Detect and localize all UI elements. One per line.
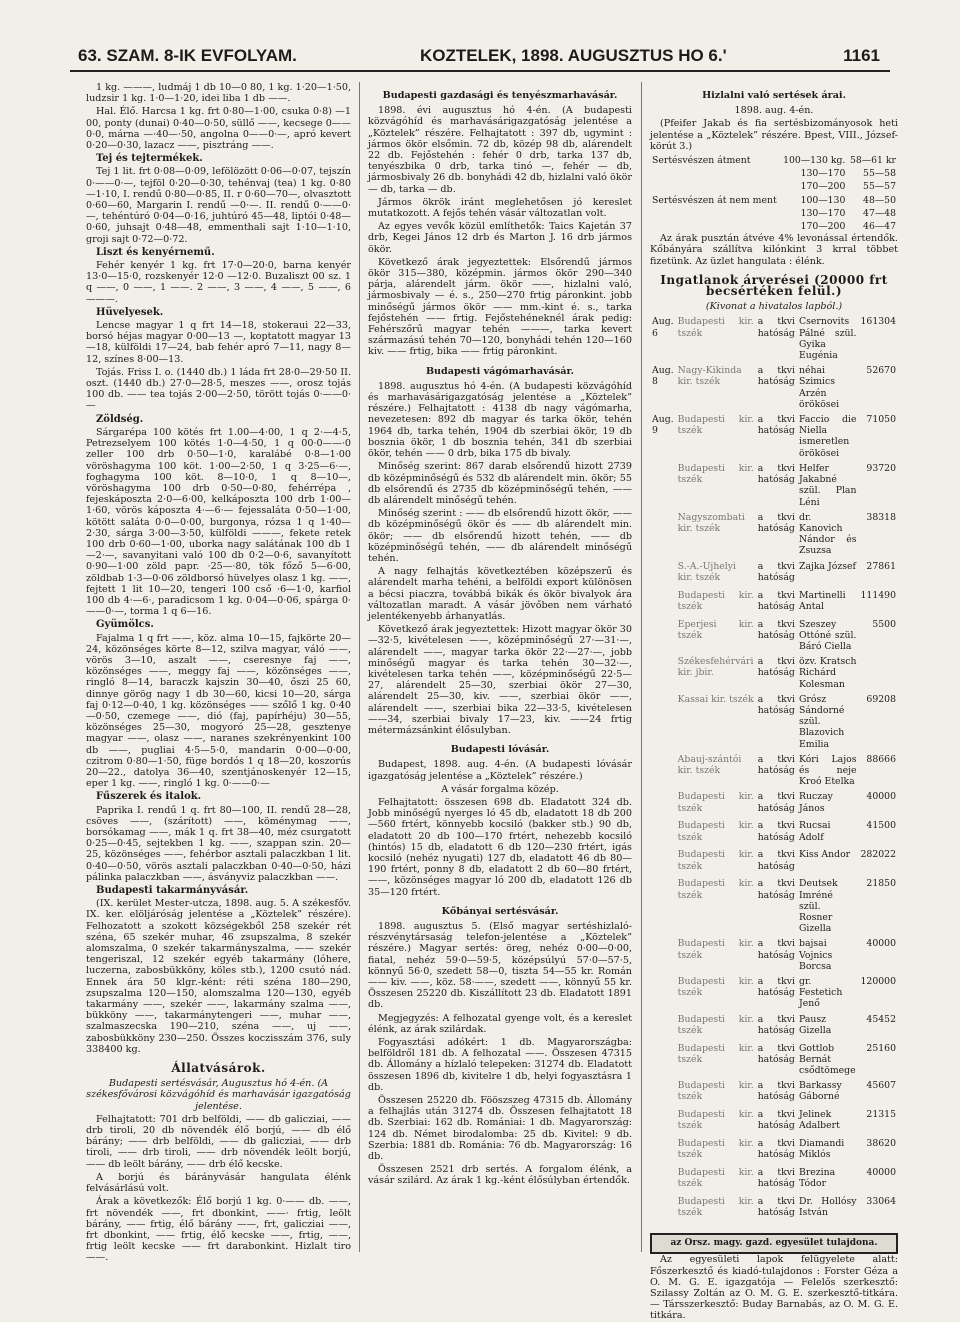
auction-cell-court: Budapesti kir. tszék [677,1138,754,1161]
auction-cell-court: Budapesti kir. tszék [677,316,754,339]
auction-cell-place: néhai Szimics Arzén örökösei [799,365,840,410]
price-cell-label [650,167,780,180]
auction-cell-type: a tkvi hatóság [757,938,795,961]
auction-cell-place: Gottlob Bernát csődtömege [799,1042,856,1076]
body-text: (Pfeifer Jakab és fia sertésbizományosok heti jelentése a „Köztelek” részére. Bpest, VIII., József-körút 3.) [650,118,898,152]
auction-cell-value: 21850 [866,878,896,890]
auction-cell-court: Budapesti kir. tszék [677,462,754,486]
auction-cell-date [650,1078,676,1107]
auction-cell-type: a tkvi hatóság [757,414,795,437]
auction-cell-place: Dr. Hollósy István [799,1196,857,1219]
auction-cell-court: Nagyszombati kir. tszék [677,511,745,534]
auction-cell-type: a tkvi hatóság [757,511,795,534]
auction-row [650,752,898,790]
body-text: Tojás. Friss I. o. (1440 db.) 1 láda frt 28·0—29·50 II. oszt. (1440 db.) 27·0—28·5, meszes ——, orosz tojás 100 db. —— tea tojás 2·00—2·50, törött tojás 0·——0·— [86,366,351,412]
body-text: Paprika I. rendű 1 q. frt 80—100, II. rendű 28—28, csöves ——, (szárított) ——, köménymag ——, borsókamag ——, mák 1 q. frt 38—40, méz csurgatott 0·25—0·45, sejtekben 1 kg. ——, szappan szin. 20—25, közönséges ——, fehérbor asztali palaczkban 1 lit. 0·40—0·50, vörös asztali palaczkban 0·40—0·50, házi pálinka palaczkban ——, ásványviz palaczkban ——. [86,804,351,883]
issue-label: 63. SZAM. 8-IK EVFOLYAM. [78,46,297,65]
auction-row [650,559,898,588]
auction-cell-value: 25160 [866,1042,896,1054]
auction-row [650,412,898,461]
body-text: Fajalma 1 q frt ——, köz. alma 10—15, fajkörte 20—24, közönséges körte 8—12, szilva magyar, váló ——, vörös 3—10, aszalt ——, cseresnye faj ——, közönséges ——, meggy faj ——, közönséges ——, ringló 8—14, baraczk kajszin 30—40, őszi 25 60, dinnye görög nagy 1 db 30—60, kicsi 10—20, sárga faj 0·12—0·40, 1 kg. közönséges —— szőlő 1 kg. 0·40—0·50, czemege ——, dió (faj, papírhéju) 30—55, közönséges 25—30, mogyoró 25—28, gesztenye magyar ——, olasz ——, naranes szekrényenkint 100 db ——, pugliai 4·5—5·0, mandarin 0·00—0·00, czitrom 0·80—1·50, füge bordós 1 q 18—20, koszorús 20—22., datolya 36—40, szentjánoskenyér 12—15, eper 1 kg. ——, ringló 1 kg. 0·——0·— [86,632,351,790]
auction-cell-date [650,510,676,559]
price-cell-price: 47—48 [863,207,896,219]
auction-cell-value: 93720 [866,462,896,474]
auction-cell-type: a tkvi hatóság [757,316,795,339]
auction-cell-court: Budapesti kir. tszék [677,589,754,612]
auction-cell-value: 38620 [866,1138,896,1150]
auction-cell-court: Budapesti kir. tszék [677,878,754,901]
auction-cell-date [650,974,676,1012]
auction-row [650,1165,898,1194]
body-text: A borjú és bárányvásár hangulata élénk felvásárlású volt. [86,1171,351,1195]
auction-cell-court: Budapesti kir. tszék [677,1109,754,1132]
auction-row [650,461,898,510]
auction-cell-court: Budapesti kir. tszék [677,1167,754,1190]
section-heading: Kőbányai sertésvásár. [441,905,559,917]
body-text: Sárgarépa 100 kötés frt 1.00—4·00, 1 q 2·—4·5, Petrezselyem 100 kötés 1·0—4·50, 1 q 00·0——·0 zeller 100 drb 0·50—1·0, karalábé 0·8—1·00 vöröshagyma 100 köt. 1·00—2·50, 1 q 3·25—6·—, foghagyma 100 köt. 8—10·0, 1 q 8—10—, vöröshagyma 100 drb 0·50—0·80, fehérrépa , fejeskáposzta 2·0—6·00, kelkáposzta 100 drb 1·00—1·60, vörös káposzta 4·—6·— fejessaláta 0·50—1·00, kötött saláta 0·0—0·00, burgonya, rózsa 1 q 1·40—2·30, sárga 3·00—3·50, külföldi ———, fekete retek 100 drb 0·60—1·00, uborka nagy salátának 100 db 1 —2·—, savanyitani való 100 db 0·2—0·6, savanyított 0·90—1·00 zöld papr. ·25—·80, tök főző 5—6·00, zöldbab 1·3—0·06 zöldborsó hüvelyes olasz 1 kg. ——, fejtett 1 lit 10—20, tengeri 100 cső ·6—1·0, karfiol 100 db 4·—6·, paradicsom 1 kg. 0·04—0·06, spárga 0·——0·—, torma 1 q 6—16. [86,426,351,618]
price-row [650,220,898,233]
auction-cell-value: 161304 [860,316,896,328]
auction-cell-value: 38318 [866,511,896,523]
section-heading: Gyümölcs. [96,619,154,631]
auction-cell-place: bajsai Vojnics Borcsa [799,938,833,972]
body-text: A nagy felhajtás következtében középszerű és alárendelt marha tehéni, a belföldi export különösen a bécsi piaczra, továbbá bikák és ökör bivalyok ára változatlan maradt. A vásár jövőben nem várható jelentékenyebb árhanyatlás. [368,566,632,622]
imprint-text: Az egyesületi lapok felügyelete alatt: Főszerkesztő és kiadó-tulajdonos : Forster Géza a O. M. G. E. igazgatója — Felelős szerkesztő: Szilassy Zoltán az O. M. G. E. szerkesztő-titkára. — Társszerkesztő: Buday Barnabás, az O. M. G. E. titkára. [650,1254,898,1322]
auction-row [650,1041,898,1079]
auction-cell-value: 71050 [866,414,896,426]
auction-row [650,974,898,1012]
section-heading: Budapesti takarmányvásár. [96,885,249,897]
auction-cell-place: Szeszey Ottóné szül. Báró Ciella [799,618,857,652]
auction-cell-type: a tkvi hatóság [757,975,795,999]
section-heading: Fűszerek és italok. [96,791,202,803]
price-cell-range: 100—130 kg. [783,155,846,167]
body-text: Jármos ökrök iránt meglehetősen jó kereslet mutatkozott. A fejős tehén vásár változatlan volt. [368,196,632,220]
auction-row [650,847,898,876]
auction-cell-value: 27861 [866,560,896,572]
auction-cell-type: a tkvi hatóság [757,820,795,843]
auction-cell-value: 120000 [860,975,896,987]
auction-cell-date [650,559,676,588]
body-text: Megjegyzés: A felhozatal gyenge volt, és a kereslet élénk, az árak szilárdak. [368,1012,632,1035]
auction-cell-place: gr. Festetich Jenő [799,975,843,1010]
auction-row [650,617,898,655]
auction-cell-place: Zajka József [799,560,856,572]
section-heading: Budapesti lóvásár. [450,744,550,756]
auction-cell-value: 45607 [866,1080,896,1092]
auction-cell-value: 41500 [866,820,896,832]
auction-cell-value: 40000 [866,1167,896,1179]
auction-cell-place: Ruczay János [799,791,833,814]
price-cell-price: 48—50 [863,194,896,206]
body-text: Tej 1 lit. frt 0·08—0·09, lefölözött 0·06—0·07, tejszín 0·——0·—, tejföl 0·20—0·30, tehénvaj (tea) 1 kg. 0·80—1·10, I. rendű 0·80—0·85, II. r 0·60—70—, olvasztott 0·60—60, Margarin I. rendű —0·—. II. rendű 0·——0·—, tehéntúró 0·04—0·16, juhtúró 45—48, liptói 0·48—0·60, juhsajt 0·48—48, emmenthali sajt 1·10—1·10, groji sajt 0·72—0·72. [86,166,351,245]
auction-cell-type: a tkvi hatóság [757,462,795,486]
auction-cell-place: Grósz Sándorné szül. Blazovich Emilia [799,693,845,750]
price-cell-label [650,180,780,193]
auction-cell-value: 40000 [866,938,896,950]
auction-row [650,588,898,617]
auction-cell-date [650,1012,676,1041]
publication-date: KOZTELEK, 1898. AUGUSZTUS HO 6.' [420,46,727,65]
auction-cell-type: a tkvi hatóság [757,753,795,776]
auction-cell-type: a tkvi hatóság [757,1042,795,1065]
section-heading: Állatvásárok. [171,1061,266,1076]
auction-row [650,818,898,847]
auction-cell-place: Kóri Lajos és neje Kroó Etelka [799,753,857,788]
auction-cell-date: Aug. 9 [652,414,674,437]
auction-cell-value: 33064 [866,1196,896,1208]
body-text: 1898. évi augusztus hó 4-én. (A budapesti közvágóhíd és marhavásárigazgatóság jelentése a „Köztelek” részére. Felhajtatott : 397 db, ugymint : jármos ökör elsőmin. 72 db, közép 98 db, alárendelt 22 db. Fejőstehén : fehér 0 drb, tarka 137 db, tenyészbika 0 drb, tarka tinó —, fehér — db, jármosbivaly 26 db. bonyhádi 42 db, hizlalni való ökör — db, tarka — db. [368,105,632,195]
auction-cell-court: Eperjesi kir. tszék [677,618,754,641]
auction-cell-place: Faccio die Niella ismeretlen örökösei [799,414,857,459]
price-cell-range: 170—200 [800,181,846,193]
auction-cell-place: Barkassy Gáborné [799,1080,842,1103]
body-text: Minőség szerint: 867 darab elsőrendű hizott 2739 db középminőségű és 532 db alárendelt min. ökör; 55 db elsőrendű és 2735 db középminőségű tehén, —— db alárendelt minőségű tehén. [368,461,632,506]
auction-cell-type: a tkvi hatóság [757,1196,795,1219]
auction-row [650,1136,898,1165]
price-cell-price: 46—47 [863,221,896,233]
column-middle [368,82,632,1252]
auction-cell-date [650,752,676,790]
auction-cell-court: Budapesti kir. tszék [677,820,754,843]
price-cell-label [650,207,780,220]
auction-cell-type: a tkvi hatóság [757,849,795,872]
section-date: 1898. aug. 4-én. [734,105,814,117]
auction-row [650,314,898,363]
auction-row [650,654,898,692]
auction-row [650,363,898,412]
auction-cell-court: Budapesti kir. tszék [677,791,754,814]
body-text: Minőség szerint : —— db elsőrendű hizott ökör, —— db középminőségű ökör és —— db alárendelt min. ökör; —— db elsőrendű hizott tehén, —— db középminőségű tehén, —— db alárendelt minőségű tehén. [368,508,632,564]
auction-cell-court: Budapesti kir. tszék [677,1013,754,1036]
auction-cell-type: a tkvi hatóság [757,1109,795,1132]
auction-cell-date: Aug. 6 [652,316,674,339]
auction-cell-value: 69208 [866,693,896,705]
auction-cell-date [650,1107,676,1136]
column-divider [359,82,360,1252]
price-cell-range: 130—170 [800,168,846,180]
auction-cell-type: a tkvi hatóság [757,878,795,901]
body-text: Következő árak jegyeztettek: Hizott magyar ökör 30—32·5, kivételesen ——, középminőségű 27·—31·—, alárendelt ——, magyar tarka ökör 22·—27·—, jobb minőségű magyar és tarka tehén 30—32·—, kivételesen tarka tehén ——, középminőségű 22·5—27, alárendelt 25—30, szerbiai ökör 27—30, alárendelt 25—30, kiv. ——, szerbiai ökör ——, alárendelt ——, szerbiai bika 22—33·5, kivételesen ——34, szerbiai bivaly 17—23, kiv. ——24 frtig métermázsánkint élősulyban. [368,624,632,736]
auction-cell-court: Székesfehérvári kir. jbir. [677,656,754,679]
body-text: Felhajtatott: összesen 698 db. Eladatott 324 db. Jobb minőségű nyerges ló 45 db, eladatott 18 db 200—560 frtért, könnyebb kocsiló (bakker stb.) 90 db, eladatott 20 db 100—170 frtért, nehezebb kocsiló (hintós) 15 db, eladatott 6 db 120—230 frtért, igás kocsiló (nehéz nyugati) 127 db, eladatott 46 db 80—190 frtért, ponny 8 db, eladatott 2 db 60—80 frtért, ——, közönséges magyar ló 200 db, eladatott 126 db 35—120 frtért. [368,796,632,898]
auction-cell-court: S.-A.-Ujhelyi kir. tszék [677,560,737,583]
auction-cell-type: a tkvi hatóság [757,589,795,612]
price-cell-price: 58—61 kr [850,155,896,167]
price-cell-price: 55—58 [863,168,896,180]
price-cell-range: 170—200 [800,221,846,233]
body-text: Összesen 25220 db. Fööszszeg 47315 db. Állomány a felhajlás után 31274 db. Összesen felhajtatott 18 db. Szerbiai: 162 db. Romániai: 1 db. Magyarország: 124 db. Német birodalomba: 25 db. Kivitel: 9 db. Szerbia: 1881 db. Románia: 76 db. Magyarország: 16 db. [368,1095,632,1163]
price-table [650,154,898,233]
price-cell-label: Sertésvészen át nem ment [652,194,777,206]
auction-cell-court: Budapesti kir. tszék [677,938,754,961]
auction-cell-date [650,692,676,752]
auction-cell-date [650,1194,676,1223]
auction-cell-place: Diamandi Miklós [799,1138,845,1161]
auction-row [650,876,898,936]
auction-cell-value: 40000 [866,791,896,803]
auction-cell-court: Kassai kir. tszék [677,693,754,705]
auction-cell-date [650,847,676,876]
auction-cell-place: Deutsek Imréné szül. Rosner Gizella [799,878,838,935]
auction-table [650,314,898,1223]
footer-banner: az Orsz. magy. gazd. egyesület tulajdona. [650,1233,898,1254]
auction-cell-date [650,818,676,847]
price-cell-price: 55—57 [863,181,896,193]
body-text: Az árak pusztán átvéve 4% levonással értendők. Kőbányára szállítva kilónkint 3 krral többet fizetünk. Az üzlet hangulata : élénk. [650,233,898,267]
auction-cell-date [650,789,676,818]
auction-cell-court: Nagy-Kikinda kir. tszék [677,365,742,388]
section-heading: Budapesti vágómarhavásár. [425,365,575,377]
auction-cell-court: Budapesti kir. tszék [677,414,754,437]
intro-text: Hal. Élő. Harcsa 1 kg. frt 0·80—1·00, csuka 0·8) —1 00, ponty (dunai) 0·40—0·50, süllő ——, kecsege 0——0·0, márna —·40—·50, angolna 0——0·—, apró kevert 0·20—0·30, lazacz ——, pisztráng ——. [86,106,351,152]
auction-cell-date [650,936,676,974]
auction-cell-date [650,588,676,617]
auction-cell-type: a tkvi hatóság [757,365,795,388]
section-heading: Ingatlanok árverései (20000 frt becsértéken felül.) [660,272,888,299]
auction-cell-place: Rucsai Adolf [799,820,831,843]
price-cell-range: 130—170 [800,207,846,219]
body-text: A vásár forgalma közép. [441,783,559,795]
price-row [650,207,898,220]
auction-cell-value: 45452 [866,1013,896,1025]
auction-cell-value: 88666 [866,753,896,765]
section-subheading: (Kivonat a hivatalos lapból.) [705,301,843,313]
auction-row [650,1078,898,1107]
auction-cell-value: 282022 [860,849,896,861]
price-cell-label [650,220,780,233]
auction-cell-type: a tkvi hatóság [757,656,795,679]
body-text: Árak a következők: Élő borjú 1 kg. 0·—— db. ——, frt növendék ——, frt dbonkint, ——· frtig, leölt bárány, —— frtig, élő bárány ——, frt, galicziai ——, frt dbonkint, —— frtig, élő kecske ——, frtig, ——, frtig leölt kecske —— frt darabonkint. Hizlalt tiro ——. [86,1196,351,1264]
body-text: (IX. kerület Mester-utcza, 1898. aug. 5. A székesfőv. IX. ker. elöljáróság jelentése a „Köztelek” részére). Felhozatott a szokott községekből 258 szekér rét széna, 65 szekér muhar, 46 zsupszalma, 8 szekér alomszalma, 0 szekér takarmányszalma, —— szekér tengeriszal, 12 szekér egyéb takarmány (lóhere, luczerna, zabosbükköny, köles stb.), 1200 csutó nád. Ennek ára 50 klgr.-ként: réti széna 180—290, zsupszalma 120—150, alomszalma 120—130, egyéb takarmány ——, szekér ——, lakarmány szalma ——, bükköny ——, takarmánytengeri ——, muhar ——, szalmaszecska 190—210, széna ——, uj ——, zabosbükköny 230—250. Összes koczisszám 376, suly 338400 kg. [86,898,351,1055]
auction-cell-date [650,654,676,692]
auction-cell-date [650,876,676,936]
page-number: 1161 [843,46,880,65]
page-header [70,38,890,72]
column-divider [641,82,642,1252]
body-text: 1898. augusztus 5. (Első magyar sertéshizlaló-részvénytársaság telefon-jelentése a „Köztelek” részére.) Magyar sertés: öreg, nehéz 0·00—0·00, fiatal, nehéz 59·0—59·5, középsúlyú 57·0—57·5, könnyű 56·0, szedett 58—0, tiszta 54—55 kr. Román —— kiv. ——, köz. 58·——, szedett ——, könnyű 55 kr. Összesen 25220 db. Kiszállított 23 db. Eladatott 1891 db. [368,921,632,1011]
section-heading: Liszt és kenyérnemű. [96,246,215,258]
auction-cell-value: 111490 [860,589,896,601]
auction-cell-place: Brezina Tódor [799,1167,836,1190]
auction-row [650,692,898,752]
auction-row [650,1012,898,1041]
auction-cell-type: a tkvi hatóság [757,1138,795,1161]
auction-cell-type: a tkvi hatóság [757,1013,795,1036]
auction-cell-value: 21315 [866,1109,896,1121]
body-text: Következő árak jegyeztettek: Elsőrendű jármos ökör 315—380, középmin. jármos ökör 290—340 párja, alárendelt járm. ökör ——, hizlalni való, jármosbivaly — é. s., 250—270 frtig páronkint. jobb minőségű jármos ökör —— mm.-kint é. s., tarka fejőstehén —— frtig. Fejőstehéneknél árak pedig: Fehérszőrű magyar tehén ———, tarka kevert származású tehén 70—120, bonyhádi tehén 120—160 kiv. —— frtig, bika —— frtig páronkint. [368,256,632,358]
auction-cell-value: 52670 [866,365,896,377]
body-text: Fogyasztási adókért: 1 db. Magyarországba: belföldről 181 db. A felhozatal ——. Összesen 47315 db. Állomány a hízlaló telepeken: 31274 db. Eladatott összesen 1896 db, kivitelre 1 db, helyi fogyasztásra 1 db. [368,1037,632,1093]
section-heading: Hizlalni való sertések árai. [702,90,846,101]
auction-cell-court: Budapesti kir. tszék [677,1042,754,1065]
auction-cell-date [650,461,676,510]
auction-cell-place: Helfer Jakabné szül. Plan Léni [799,462,857,508]
auction-cell-type: a tkvi hatóság [757,1167,795,1190]
auction-cell-type: a tkvi hatóság [757,791,795,814]
auction-cell-place: Csernovits Pálné szül. Gyika Eugénia [799,316,857,362]
section-heading: Tej és tejtermékek. [96,153,203,165]
auction-cell-court: Budapesti kir. tszék [677,975,754,999]
price-row [650,167,898,180]
price-row [650,194,898,207]
auction-row [650,936,898,974]
auction-cell-type: a tkvi hatóság [757,618,795,641]
auction-cell-value [858,654,898,692]
body-text: Lencse magyar 1 q frt 14—18, stokeraui 22—33, borsó héjas magyar 0·00—13 —, koptatott magyar 13—18, külföldi 17—24, bab fehér apró 7—11, nagy 8—12, színes 8·00—13. [86,320,351,365]
body-text: Fehér kenyér 1 kg. frt 17·0—20·0, barna kenyér 13·0—15·0, rozskenyér 12·0 —12·0. Buzaliszt 00 sz. 1 q ——, 0 ——, 1 ——. 2 ——, 3 ——, 4 ——, 5 ——, 6 ———. [86,260,351,305]
body-text: Budapest, 1898. aug. 4-én. (A budapesti lóvásár igazgatóság jelentése a „Köztelek” részére.) [368,759,632,782]
auction-cell-court: Budapesti kir. tszék [677,1080,754,1103]
body-text: 1898. augusztus hó 4-én. (A budapesti közvágóhíd és marhavásárigazgatóság jelentése a „Köztelek” részére.) Felhajtatott : 4138 db nagy vágómarha, nevezetesen: 892 db magyar és tarka ökör, tehén 1964 db, tarka tehén, 1904 db szerbiai ökör, 19 db bosznia ökör, 1 db bosznia tehén, 341 db szerbiai ökör, tehén —— 0 drb, bika 175 db bivaly. [368,380,632,460]
auction-cell-court: Abauj-szántói kir. tszék [677,753,742,776]
price-cell-label: Sertésvészen átment [652,155,751,167]
auction-cell-type: a tkvi hatóság [757,1080,795,1103]
section-heading: Budapesti gazdasági és tenyészmarhavásár. [382,90,618,101]
auction-row [650,789,898,818]
section-heading: Zöldség. [96,413,144,425]
price-row [650,180,898,193]
auction-cell-place: Kiss Andor [799,849,851,861]
auction-cell-date [650,1041,676,1079]
auction-row [650,510,898,559]
section-subheading: Budapesti sertésvásár, Augusztus hó 4-én. (A székesfővárosi közvágóhíd és marhavásár igazgatóság jelentése. [86,1078,351,1112]
price-cell-range: 100—130 [800,194,846,206]
auction-cell-date [650,1165,676,1194]
auction-cell-date: Aug. 8 [652,365,674,388]
body-text: Felhajtatott: 701 drb belföldi, —— db galicziai, —— drb tiroli, 20 db növendék élő borjú, —— db élő bárány; —— drb belföldi, —— db galicziai, —— drb tiroli, —— drb tiroli, —— drb növendék leölt borjú, —— db leölt bárány, —— drb élő kecske. [86,1113,351,1170]
auction-cell-court: Budapesti kir. tszék [677,849,754,872]
auction-cell-court: Budapesti kir. tszék [677,1196,754,1219]
body-text: Összesen 2521 drb sertés. A forgalom élénk, a vásár szilárd. Az árak 1 kg.-ként élősúlyban értendők. [368,1164,632,1187]
section-heading: Hüvelyesek. [96,306,164,318]
auction-row [650,1194,898,1223]
body-text: Az egyes vevők közül említhetők: Taics Kajetán 37 drb, Kegei János 12 drb és Marton J. 16 drb jármos ökör. [368,221,632,255]
price-row [650,154,898,167]
auction-cell-place: Martinelli Antal [799,589,846,612]
auction-row [650,1107,898,1136]
auction-cell-date [650,1136,676,1165]
auction-cell-value: 5500 [872,618,896,630]
column-right [650,82,898,1322]
auction-cell-place: özv. Kratsch Richárd Kolesman [799,656,857,690]
auction-cell-date [650,617,676,655]
intro-text: 1 kg. ———, ludmáj 1 db 10—0 80, 1 kg. 1·20—1·50, ludzsir 1 kg. 1·0—1·20, idei liba 1 db ——. [86,82,351,105]
auction-cell-place: dr. Kanovich Nándor és Zsuzsa [799,511,857,557]
auction-cell-place: Jelinek Adalbert [799,1109,840,1132]
auction-cell-place: Pausz Gizella [799,1013,832,1036]
column-left [86,82,351,1264]
auction-cell-type: a tkvi hatóság [757,560,795,583]
auction-cell-type: a tkvi hatóság [757,693,795,716]
